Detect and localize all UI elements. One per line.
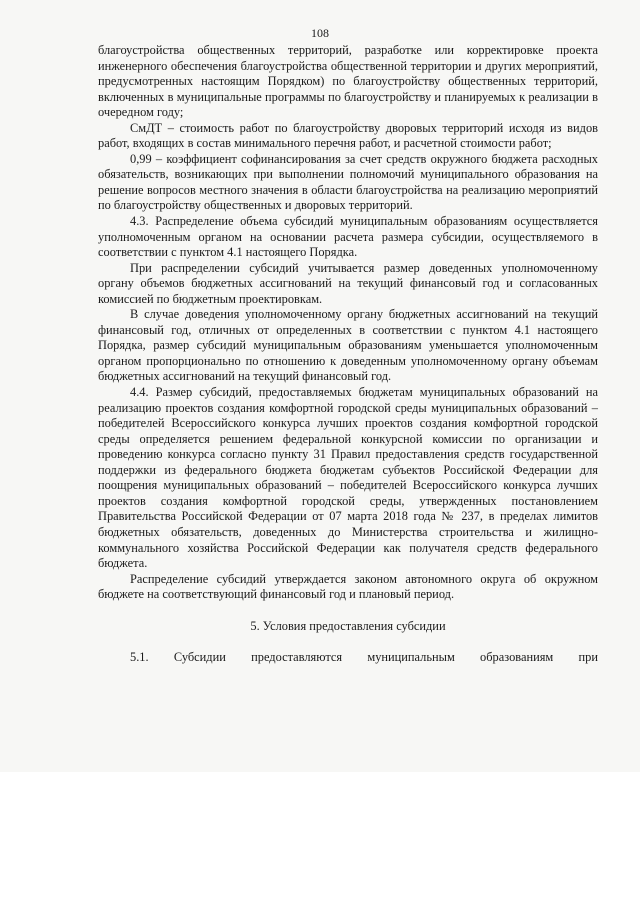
page-number: 108 (311, 26, 329, 40)
paragraph: Распределение субсидий утверждается законом автономного округа об окружном бюджете на соответствующий финансовый год и плановый период. (98, 571, 598, 602)
paragraph: благоустройства общественных территорий, разработке или корректировке проекта инженерного обеспечения благоустройства общественной территории и других мероприятий, предусмотренных настоящим Порядком) по благоустройству общественных территорий, включенных в муниципальные программы по благоустройству и планируемых к реализации в очередном году; (98, 43, 598, 120)
document-body (98, 43, 598, 666)
paragraph: В случае доведения уполномоченному органу бюджетных ассигнований на текущий финансовый год, отличных от определенных в соответствии с пунктом 4.1 настоящего Порядка, размер субсидий муниципальным образованиям уменьшается уполномоченным органом пропорционально по отношению к доведенным уполномоченному органу объемам бюджетных ассигнований на текущий финансовый год. (98, 307, 598, 384)
paragraph: 4.4. Размер субсидий, предоставляемых бюджетам муниципальных образований на реализацию проектов создания комфортной городской среды муниципальных образований – победителей Всероссийского конкурса лучших проектов создания комфортной городской среды определяется решением федеральной конкурсной комиссии по организации и проведению конкурса согласно пункту 31 Правил предоставления средств государственной поддержки из федерального бюджета бюджетам субъектов Российской Федерации для поощрения муниципальных образований – победителей Всероссийского конкурса лучших проектов создания комфортной городской среды, утвержденных постановлением Правительства Российской Федерации от 07 марта 2018 года № 237, в пределах лимитов бюджетных обязательств, доведенных до Министерства строительства и жилищно-коммунального хозяйства Российской Федерации как получателя средств федерального бюджета. (98, 385, 598, 571)
paragraph: 0,99 – коэффициент софинансирования за счет средств окружного бюджета расходных обязательств, возникающих при выполнении полномочий муниципального образования на решение вопросов местного значения в области благоустройства на реализацию мероприятий по благоустройству общественных и дворовых территорий. (98, 151, 598, 213)
blank-margin (0, 772, 640, 905)
section-heading: 5. Условия предоставления субсидии (250, 618, 446, 633)
paragraph: 4.3. Распределение объема субсидий муниципальным образованиям осуществляется уполномоченным органом на основании расчета размера субсидии, осуществляемого в соответствии с пунктом 4.1 настоящего Порядка. (98, 214, 598, 260)
paragraph: 5.1. Субсидии предоставляются муниципальным образованиям при (130, 650, 598, 665)
paragraph: СмДТ – стоимость работ по благоустройству дворовых территорий исходя из видов работ, входящих в состав минимального перечня работ, и расчетной стоимости работ; (98, 120, 598, 151)
paragraph: При распределении субсидий учитывается размер доведенных уполномоченному органу объемов бюджетных ассигнований на текущий финансовый год и согласованных комиссией по бюджетным проектировкам. (98, 260, 598, 306)
